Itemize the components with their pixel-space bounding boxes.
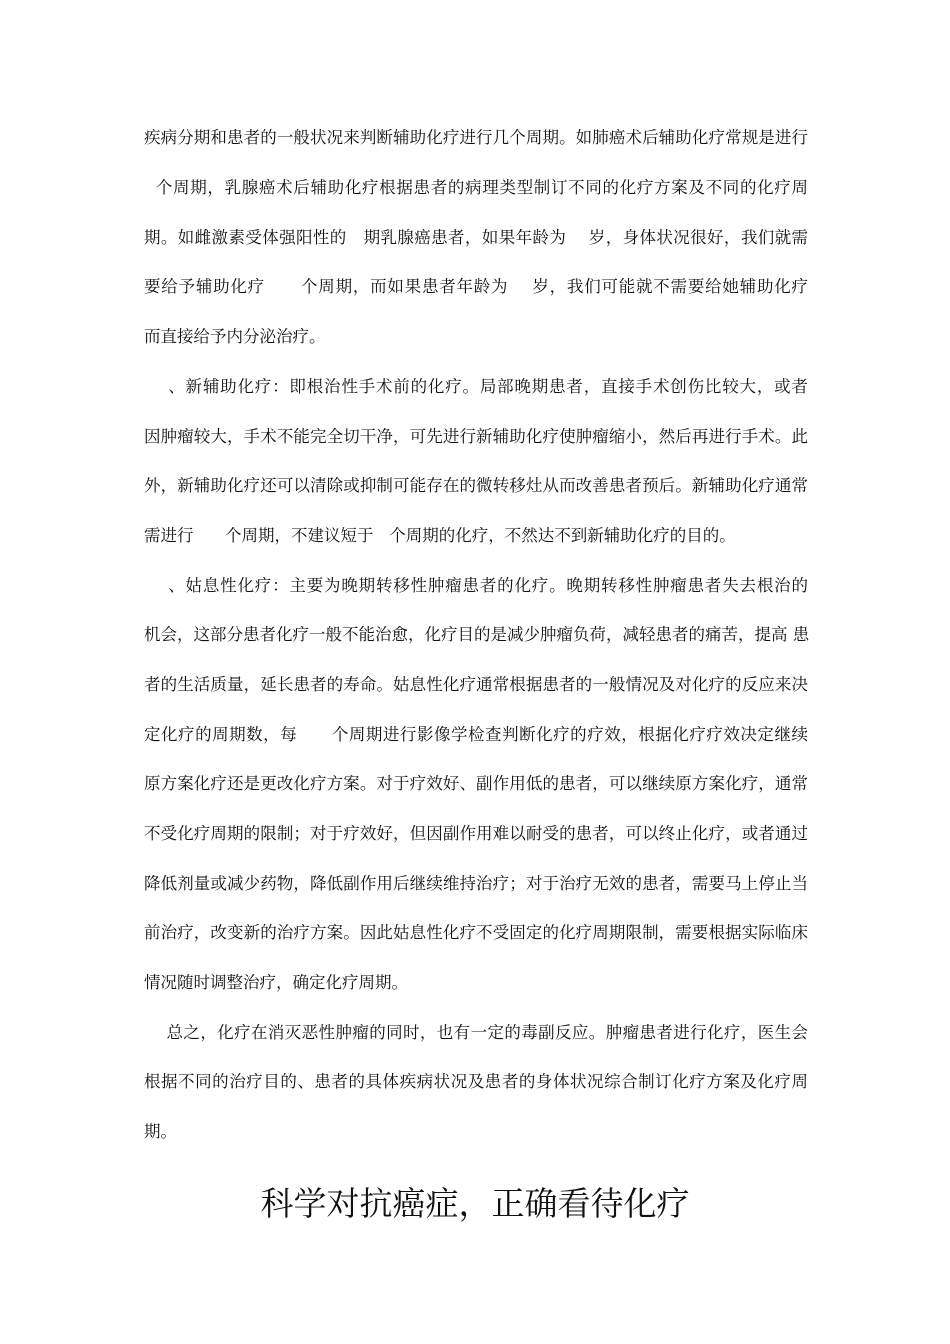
text-line: 根据不同的治疗目的、患者的具体疾病状况及患者的身体状况综合制订化疗方案及化疗周 — [144, 1072, 808, 1091]
text-line: 要给予辅助化疗 个周期，而如果患者年龄为 岁，我们可能就不需要给她辅助化疗 — [144, 277, 808, 296]
text-line: 定化疗的周期数，每 个周期进行影像学检查判断化疗的疗效，根据化疗疗效决定继续 — [144, 725, 808, 744]
text-line: 情况随时调整治疗，确定化疗周期。 — [144, 973, 408, 992]
text-line: 期。 — [144, 1122, 177, 1141]
text-line: 者的生活质量，延长患者的寿命。姑息性化疗通常根据患者的一般情况及对化疗的反应来决 — [144, 675, 808, 694]
section-title: 科学对抗癌症，正确看待化疗 — [260, 1184, 690, 1224]
text-line: 外，新辅助化疗还可以清除或抑制可能存在的微转移灶从而改善患者预后。新辅助化疗通常 — [144, 476, 808, 495]
text-line: 前治疗，改变新的治疗方案。因此姑息性化疗不受固定的化疗周期限制，需要根据实际临床 — [144, 923, 808, 942]
text-line: 、姑息性化疗：主要为晚期转移性肿瘤患者的化疗。晚期转移性肿瘤患者失去根治的 — [144, 576, 808, 595]
text-line: 因肿瘤较大，手术不能完全切干净，可先进行新辅助化疗使肿瘤缩小，然后再进行手术。此 — [144, 427, 808, 446]
text-line: 疾病分期和患者的一般状况来判断辅助化疗进行几个周期。如肺癌术后辅助化疗常规是进行 — [144, 128, 808, 147]
text-line: 、新辅助化疗：即根治性手术前的化疗。局部晚期患者，直接手术创伤比较大，或者 — [144, 377, 808, 396]
text-line: 原方案化疗还是更改化疗方案。对于疗效好、副作用低的患者，可以继续原方案化疗，通常 — [144, 774, 808, 793]
text-line: 期。如雌激素受体强阳性的 期乳腺癌患者，如果年龄为 岁，身体状况很好，我们就需 — [144, 228, 808, 247]
text-line: 而直接给予内分泌治疗。 — [144, 327, 326, 346]
text-line: 需进行 个周期，不建议短于 个周期的化疗，不然达不到新辅助化疗的目的。 — [144, 526, 736, 545]
text-line: 降低剂量或减少药物，降低副作用后继续维持治疗；对于治疗无效的患者，需要马上停止当 — [144, 874, 808, 893]
text-line: 总之，化疗在消灭恶性肿瘤的同时，也有一定的毒副反应。肿瘤患者进行化疗，医生会 — [144, 1023, 808, 1042]
text-line: 不受化疗周期的限制；对于疗效好，但因副作用难以耐受的患者，可以终止化疗，或者通过 — [144, 824, 808, 843]
text-line: 个周期，乳腺癌术后辅助化疗根据患者的病理类型制订不同的化疗方案及不同的化疗周 — [144, 178, 808, 197]
text-line: 机会，这部分患者化疗一般不能治愈，化疗目的是减少肿瘤负荷，减轻患者的痛苦，提高 患 — [144, 625, 810, 644]
